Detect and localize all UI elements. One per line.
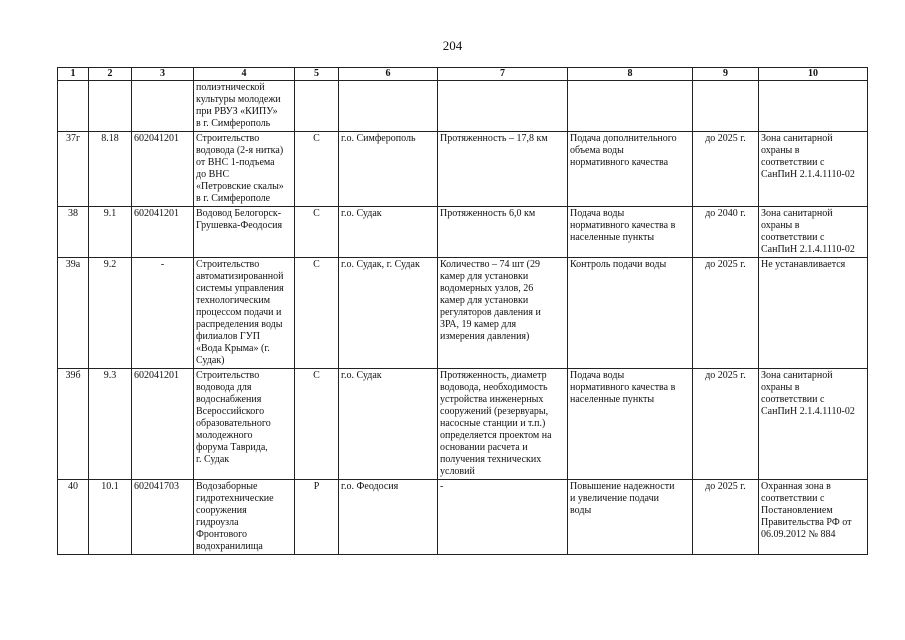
zone-cell: Не устанавливается bbox=[759, 258, 868, 369]
header-cell: 3 bbox=[132, 68, 194, 81]
location-cell: г.о. Судак bbox=[339, 369, 438, 480]
header-cell: 4 bbox=[194, 68, 295, 81]
oktmo-cell: 602041201 bbox=[132, 207, 194, 258]
purpose-cell: Повышение надежности и увеличение подачи воды bbox=[568, 480, 693, 555]
oktmo-cell: 602041201 bbox=[132, 132, 194, 207]
characteristics-cell: Количество – 74 шт (29 камер для установки водомерных узлов, 26 камер для установки регуляторов давления и ЗРА, 19 камер для измерения давления) bbox=[438, 258, 568, 369]
purpose-cell bbox=[568, 81, 693, 132]
header-cell: 10 bbox=[759, 68, 868, 81]
object-name-cell: Строительство водовода для водоснабжения Всероссийского образовательного молодежного форума Таврида, г. Судак bbox=[194, 369, 295, 480]
status-cell: С bbox=[295, 132, 339, 207]
deadline-cell bbox=[693, 81, 759, 132]
deadline-cell: до 2025 г. bbox=[693, 369, 759, 480]
location-cell: г.о. Судак, г. Судак bbox=[339, 258, 438, 369]
status-cell: Р bbox=[295, 480, 339, 555]
purpose-cell: Подача дополнительного объема воды нормативного качества bbox=[568, 132, 693, 207]
code-cell: 8.18 bbox=[89, 132, 132, 207]
status-cell: С bbox=[295, 369, 339, 480]
characteristics-cell bbox=[438, 81, 568, 132]
object-name-cell: Строительство автоматизированной системы управления технологическим процессом подачи и распределения воды филиалов ГУП «Вода Крыма» (г. Судак) bbox=[194, 258, 295, 369]
table-row bbox=[58, 81, 868, 132]
row-number-cell: 38 bbox=[58, 207, 89, 258]
oktmo-cell bbox=[132, 81, 194, 132]
header-cell: 9 bbox=[693, 68, 759, 81]
status-cell: С bbox=[295, 207, 339, 258]
row-number-cell: 39б bbox=[58, 369, 89, 480]
header-cell: 1 bbox=[58, 68, 89, 81]
characteristics-cell: Протяженность, диаметр водовода, необходимость устройства инженерных сооружений (резервуары, насосные станции и т.п.) определяется проектом на основании расчета и получения технических условий bbox=[438, 369, 568, 480]
code-cell: 9.3 bbox=[89, 369, 132, 480]
object-name-cell: полиэтнической культуры молодежи при РВУЗ «КИПУ» в г. Симферополь bbox=[194, 81, 295, 132]
table-row bbox=[58, 132, 868, 207]
oktmo-cell: - bbox=[132, 258, 194, 369]
table-row bbox=[58, 258, 868, 369]
header-cell: 7 bbox=[438, 68, 568, 81]
code-cell: 9.2 bbox=[89, 258, 132, 369]
header-cell: 2 bbox=[89, 68, 132, 81]
infrastructure-table bbox=[57, 67, 868, 555]
location-cell bbox=[339, 81, 438, 132]
deadline-cell: до 2025 г. bbox=[693, 258, 759, 369]
purpose-cell: Подача воды нормативного качества в населенные пункты bbox=[568, 207, 693, 258]
table-row bbox=[58, 369, 868, 480]
row-number-cell: 37г bbox=[58, 132, 89, 207]
zone-cell bbox=[759, 81, 868, 132]
characteristics-cell: Протяженность – 17,8 км bbox=[438, 132, 568, 207]
code-cell bbox=[89, 81, 132, 132]
purpose-cell: Подача воды нормативного качества в населенные пункты bbox=[568, 369, 693, 480]
header-cell: 5 bbox=[295, 68, 339, 81]
object-name-cell: Водовод Белогорск- Грушевка-Феодосия bbox=[194, 207, 295, 258]
zone-cell: Зона санитарной охраны в соответствии с СанПиН 2.1.4.1110-02 bbox=[759, 207, 868, 258]
purpose-cell: Контроль подачи воды bbox=[568, 258, 693, 369]
code-cell: 10.1 bbox=[89, 480, 132, 555]
row-number-cell: 39а bbox=[58, 258, 89, 369]
characteristics-cell: Протяженность 6,0 км bbox=[438, 207, 568, 258]
oktmo-cell: 602041201 bbox=[132, 369, 194, 480]
object-name-cell: Водозаборные гидротехнические сооружения гидроузла Фронтового водохранилища bbox=[194, 480, 295, 555]
object-name-cell: Строительство водовода (2-я нитка) от ВНС 1-подъема до ВНС «Петровские скалы» в г. Симферополе bbox=[194, 132, 295, 207]
characteristics-cell: - bbox=[438, 480, 568, 555]
table-row bbox=[58, 480, 868, 555]
header-cell: 8 bbox=[568, 68, 693, 81]
table-header-row bbox=[58, 68, 868, 81]
status-cell bbox=[295, 81, 339, 132]
zone-cell: Зона санитарной охраны в соответствии с СанПиН 2.1.4.1110-02 bbox=[759, 132, 868, 207]
row-number-cell: 40 bbox=[58, 480, 89, 555]
header-cell: 6 bbox=[339, 68, 438, 81]
location-cell: г.о. Симферополь bbox=[339, 132, 438, 207]
table-row bbox=[58, 207, 868, 258]
code-cell: 9.1 bbox=[89, 207, 132, 258]
deadline-cell: до 2025 г. bbox=[693, 132, 759, 207]
zone-cell: Зона санитарной охраны в соответствии с СанПиН 2.1.4.1110-02 bbox=[759, 369, 868, 480]
zone-cell: Охранная зона в соответствии с Постановлением Правительства РФ от 06.09.2012 № 884 bbox=[759, 480, 868, 555]
status-cell: С bbox=[295, 258, 339, 369]
oktmo-cell: 602041703 bbox=[132, 480, 194, 555]
deadline-cell: до 2025 г. bbox=[693, 480, 759, 555]
location-cell: г.о. Феодосия bbox=[339, 480, 438, 555]
row-number-cell bbox=[58, 81, 89, 132]
page-number: 204 bbox=[442, 38, 463, 53]
deadline-cell: до 2040 г. bbox=[693, 207, 759, 258]
location-cell: г.о. Судак bbox=[339, 207, 438, 258]
